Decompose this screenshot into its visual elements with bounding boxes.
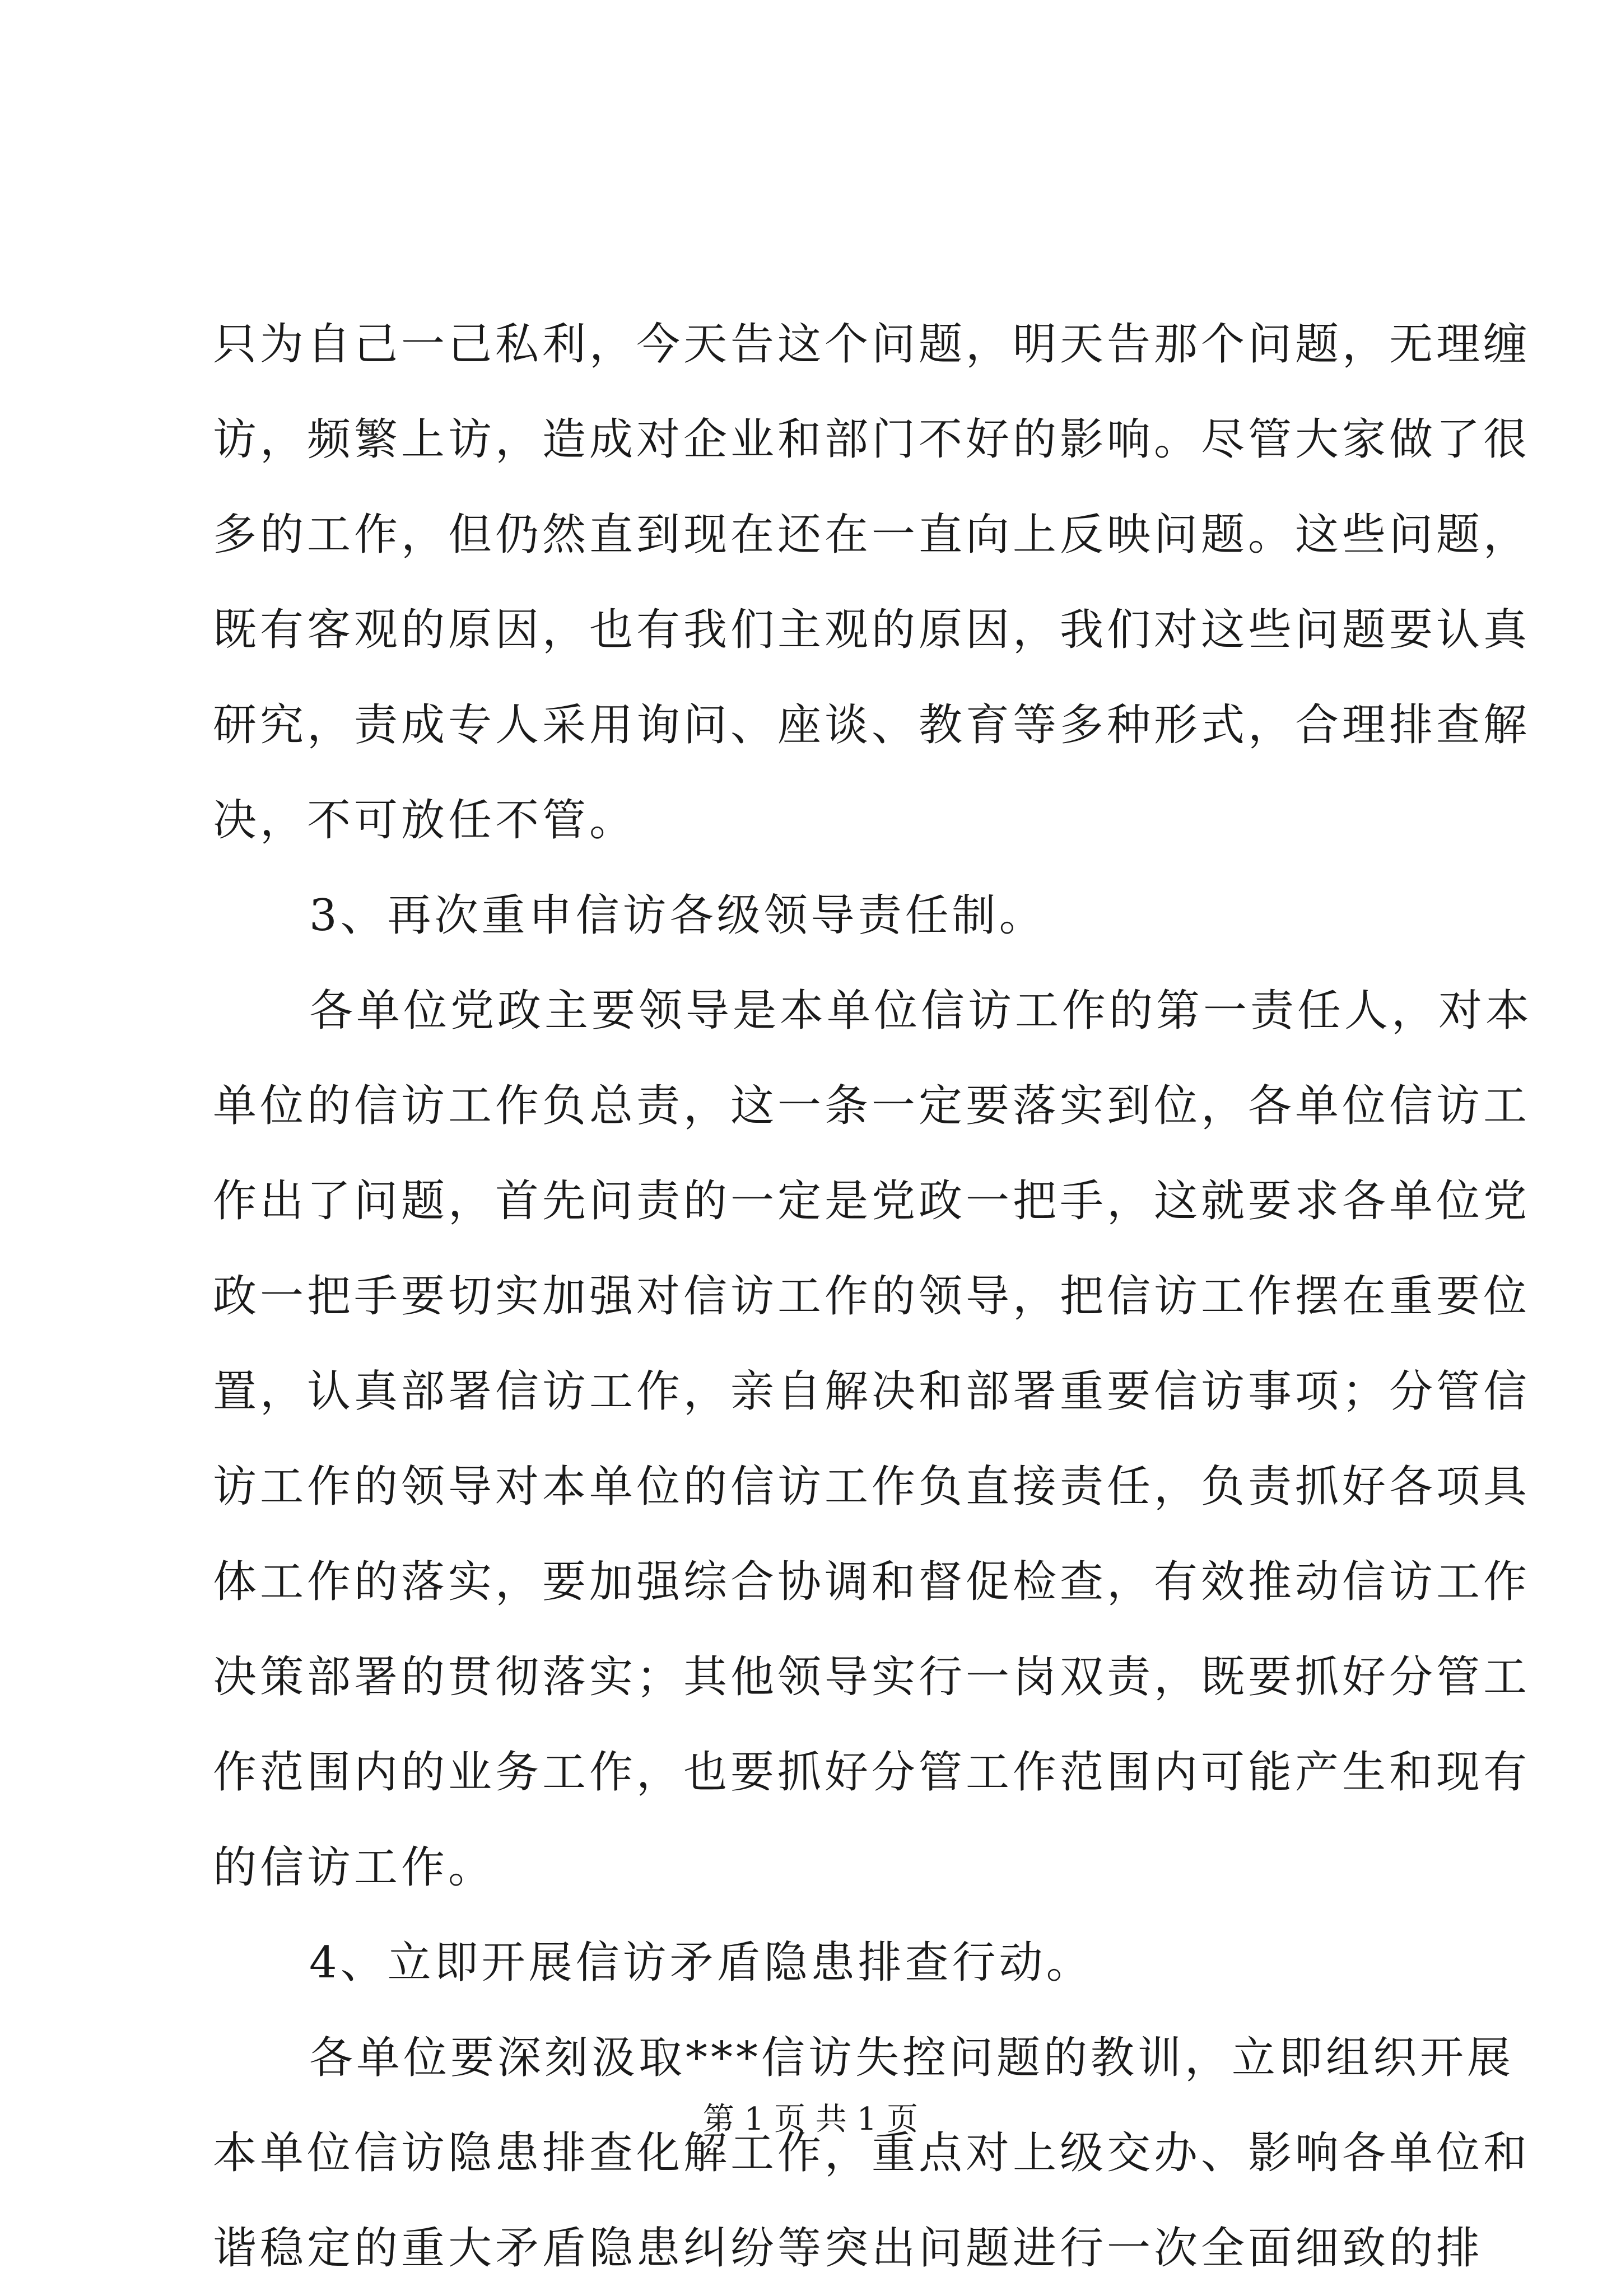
text-line: 置，认真部署信访工作，亲自解决和部署重要信访事项；分管信 bbox=[213, 1366, 1531, 1417]
page-footer: 第 1 页 共 1 页 bbox=[702, 2101, 919, 2138]
text-line: 多的工作，但仍然直到现在还在一直向上反映问题。这些问题， bbox=[213, 510, 1531, 560]
text-line: 作范围内的业务工作，也要抓好分管工作范围内可能产生和现有 bbox=[213, 1747, 1531, 1798]
text-line: 各单位党政主要领导是本单位信访工作的第一责任人，对本 bbox=[309, 986, 1533, 1036]
text-line: 只为自己一己私利，今天告这个问题，明天告那个问题，无理缠 bbox=[213, 319, 1531, 370]
text-line: 研究，责成专人采用询问、座谈、教育等多种形式，合理排查解 bbox=[213, 700, 1531, 750]
text-line: 访工作的领导对本单位的信访工作负直接责任，负责抓好各项具 bbox=[213, 1462, 1531, 1512]
text-line: 体工作的落实，要加强综合协调和督促检查，有效推动信访工作 bbox=[213, 1557, 1531, 1607]
text-line: 各单位要深刻汲取***信访失控问题的教训，立即组织开展 bbox=[309, 2033, 1515, 2083]
text-line: 本单位信访隐患排查化解工作，重点对上级交办、影响各单位和 bbox=[213, 2128, 1531, 2178]
text-line: 既有客观的原因，也有我们主观的原因，我们对这些问题要认真 bbox=[213, 605, 1531, 655]
document-body bbox=[213, 297, 1533, 2296]
text-line: 访，频繁上访，造成对企业和部门不好的影响。尽管大家做了很 bbox=[213, 414, 1531, 465]
text-line: 单位的信访工作负总责，这一条一定要落实到位，各单位信访工 bbox=[213, 1081, 1531, 1131]
text-line: 决，不可放任不管。 bbox=[213, 795, 637, 846]
text-line: 谐稳定的重大矛盾隐患纠纷等突出问题进行一次全面细致的排 bbox=[213, 2223, 1484, 2274]
text-line: 作出了问题，首先问责的一定是党政一把手，这就要求各单位党 bbox=[213, 1176, 1531, 1226]
text-line: 的信访工作。 bbox=[213, 1842, 496, 1893]
text-line: 4、立即开展信访矛盾隐患排查行动。 bbox=[309, 1938, 1093, 1988]
text-line: 3、再次重申信访各级领导责任制。 bbox=[309, 890, 1046, 941]
text-line: 决策部署的贯彻落实；其他领导实行一岗双责，既要抓好分管工 bbox=[213, 1652, 1531, 1702]
text-line: 政一把手要切实加强对信访工作的领导，把信访工作摆在重要位 bbox=[213, 1271, 1531, 1322]
